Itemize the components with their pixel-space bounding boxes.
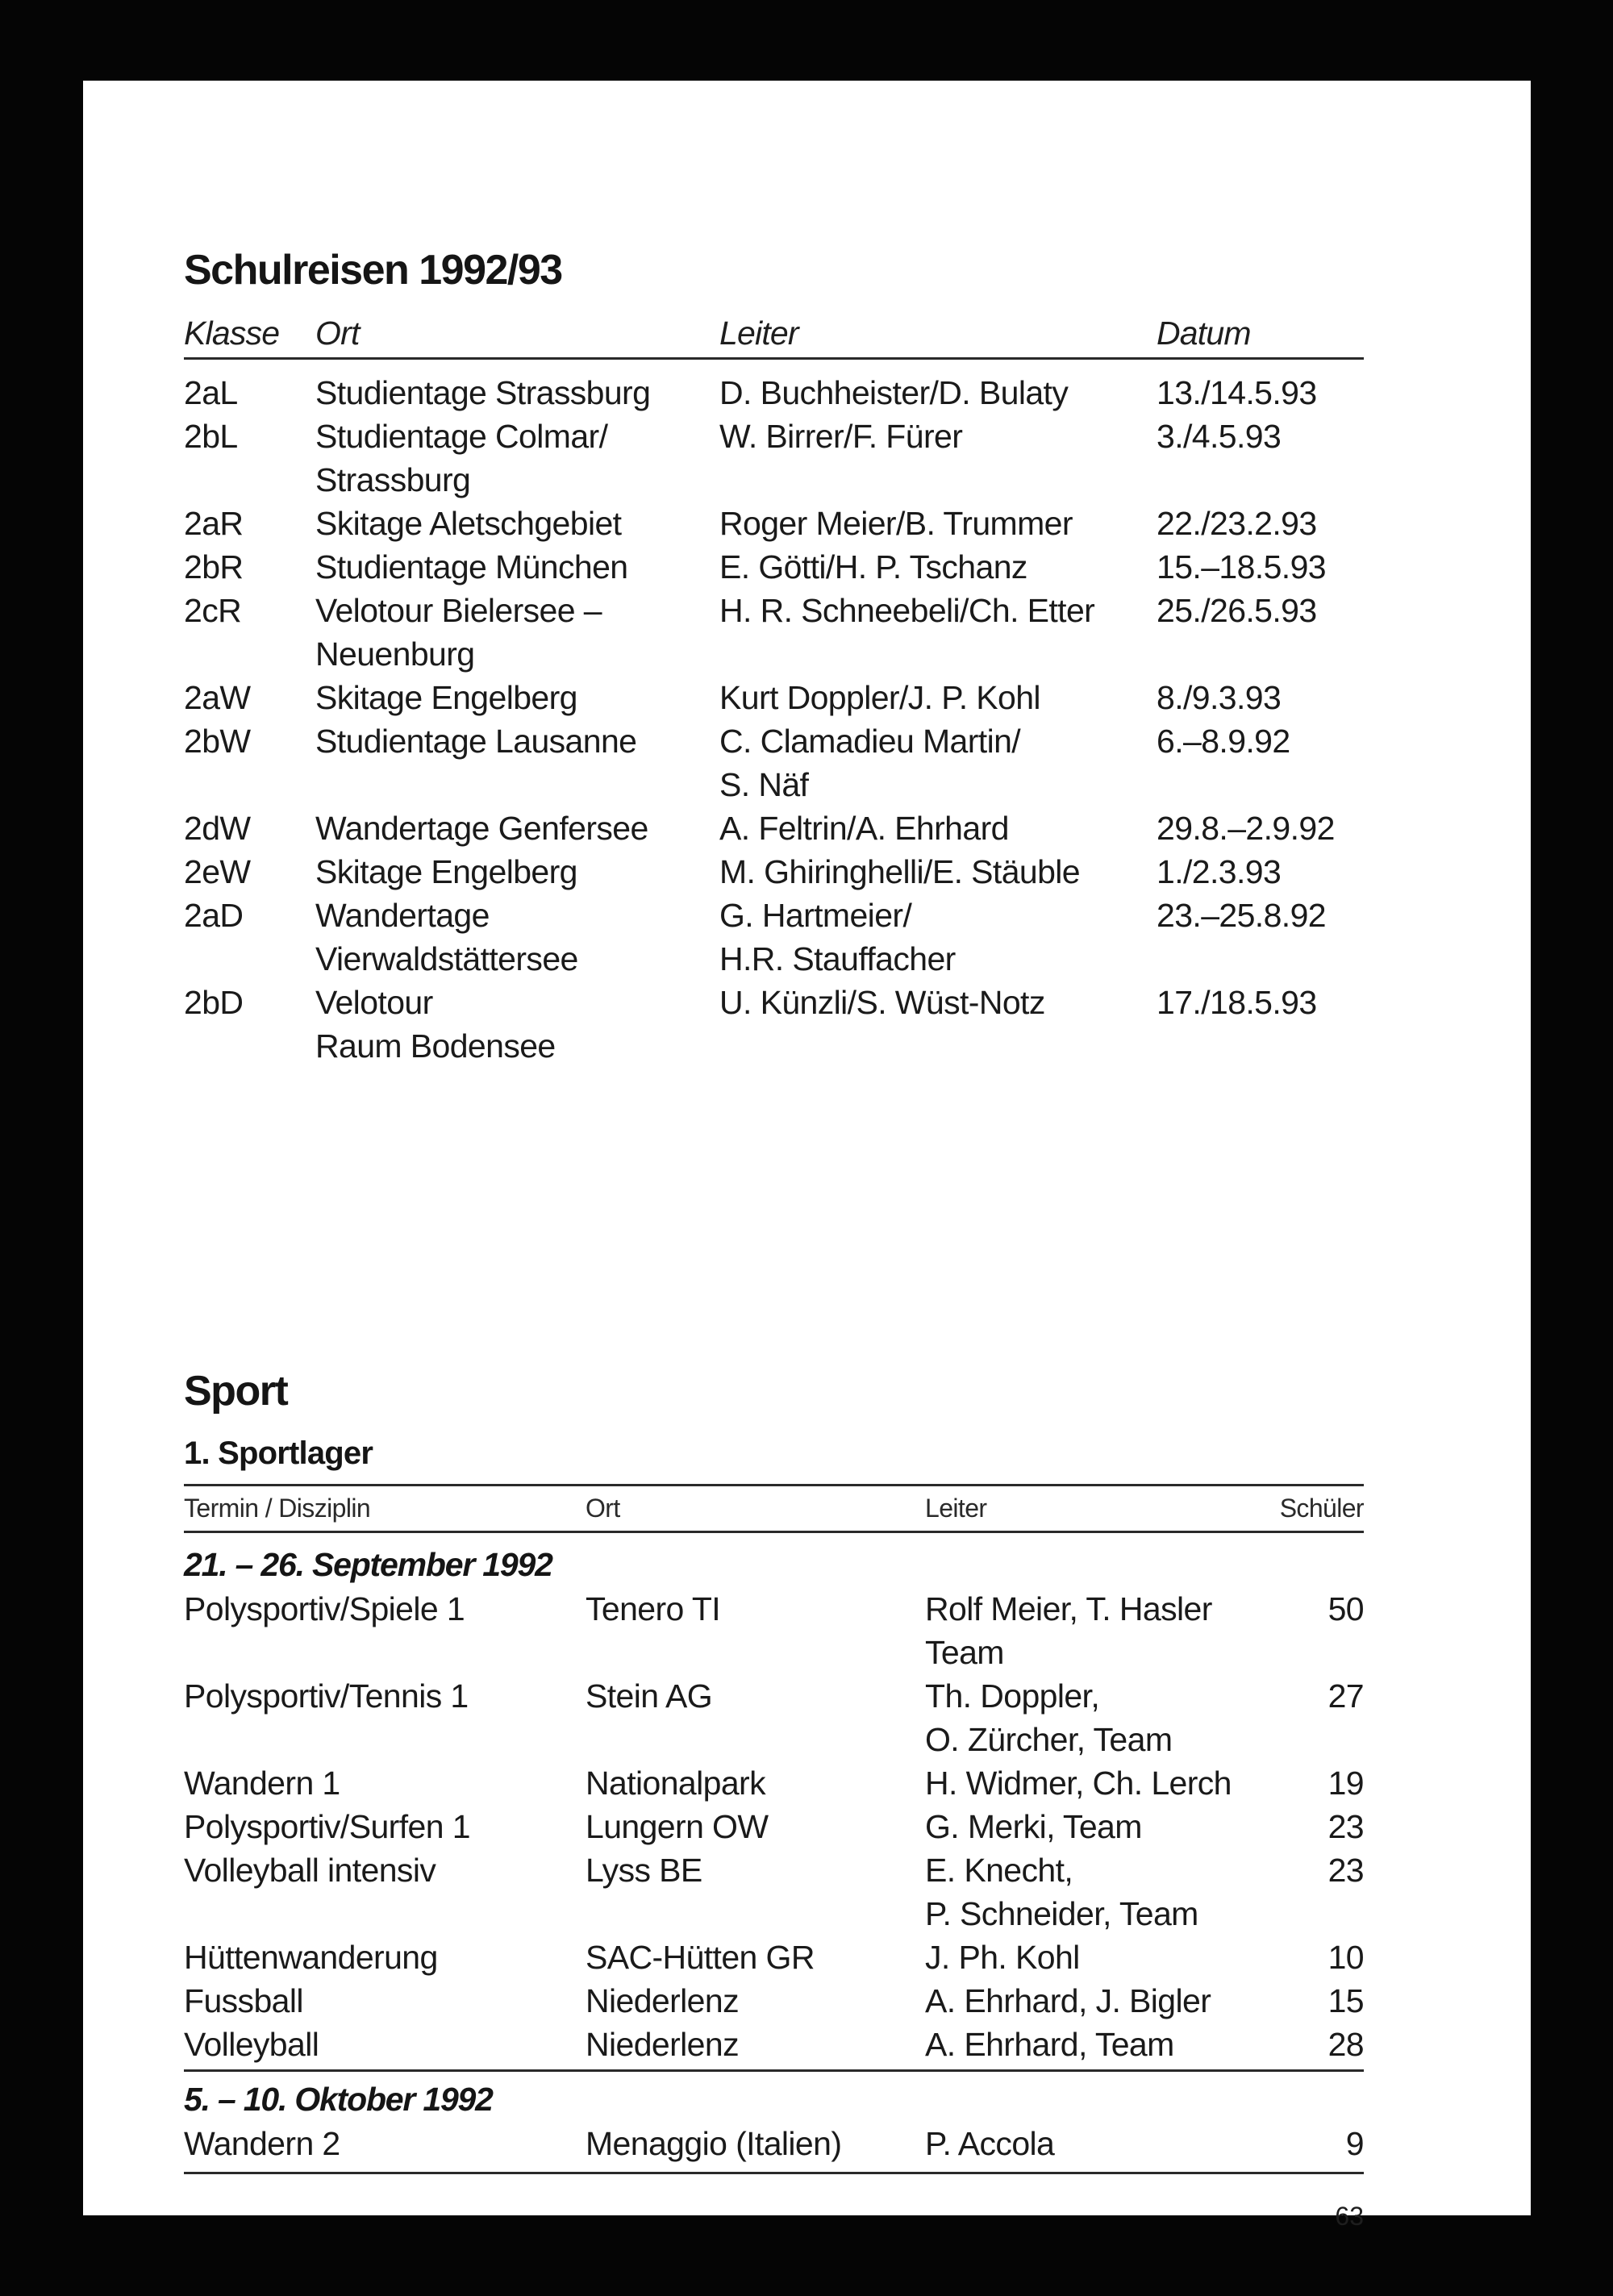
cell-datum: 22./23.2.93	[1157, 505, 1317, 542]
cell-klasse: 2cR	[184, 592, 242, 629]
table-row	[184, 1936, 1364, 1979]
subsection-title-sportlager: 1. Sportlager	[184, 1436, 373, 1471]
cell-schueler: 27	[1327, 1677, 1364, 1715]
cell-leiter	[925, 1848, 1198, 1936]
column-header-ort: Ort	[315, 315, 360, 352]
cell-datum: 13./14.5.93	[1157, 374, 1317, 411]
cell-line: Kurt Doppler/J. P. Kohl	[719, 679, 1040, 716]
cell-line: S. Näf	[719, 766, 809, 803]
cell-line: Studientage Lausanne	[315, 723, 637, 760]
cell-line: Vierwaldstättersee	[315, 940, 578, 977]
cell-klasse: 2aW	[184, 679, 251, 716]
group-date-heading: 21. – 26. September 1992	[184, 1546, 552, 1583]
cell-line: Studientage Colmar/	[315, 418, 608, 455]
table-row	[184, 589, 1364, 676]
cell-schueler: 23	[1327, 1852, 1364, 1889]
cell-line: D. Buchheister/D. Bulaty	[719, 374, 1069, 411]
cell-klasse: 2dW	[184, 810, 251, 847]
schulreisen-table-body	[184, 371, 1364, 1068]
table-row	[184, 894, 1364, 981]
cell-ort	[315, 981, 556, 1068]
cell-line: O. Zürcher, Team	[925, 1721, 1173, 1758]
cell-disziplin: Volleyball	[184, 2026, 319, 2063]
column-header-klasse: Klasse	[184, 315, 280, 352]
cell-ort: Tenero TI	[586, 1590, 721, 1627]
cell-line: W. Birrer/F. Fürer	[719, 418, 963, 455]
cell-ort: Niederlenz	[586, 2026, 739, 2063]
cell-leiter	[925, 1979, 1211, 2023]
cell-line: Skitage Aletschgebiet	[315, 505, 622, 542]
cell-leiter	[719, 806, 1009, 850]
cell-ort	[315, 850, 577, 894]
header-divider	[184, 357, 1364, 360]
table-row	[184, 806, 1364, 850]
cell-schueler: 50	[1327, 1590, 1364, 1627]
table-row	[184, 1587, 1364, 1674]
table-row	[184, 2023, 1364, 2066]
cell-ort	[315, 894, 578, 981]
table-row	[184, 545, 1364, 589]
cell-line: Team	[925, 1634, 1004, 1671]
cell-leiter	[925, 1805, 1142, 1848]
cell-line: Wandertage Genfersee	[315, 810, 648, 847]
cell-line: Skitage Engelberg	[315, 679, 577, 716]
cell-datum: 1./2.3.93	[1157, 853, 1282, 890]
column-header-leiter: Leiter	[719, 315, 798, 352]
table-bottom-divider	[184, 2172, 1364, 2174]
cell-line: Velotour	[315, 984, 433, 1021]
cell-line: Wandertage	[315, 897, 490, 934]
cell-datum: 29.8.–2.9.92	[1157, 810, 1335, 847]
cell-disziplin: Polysportiv/Surfen 1	[184, 1808, 470, 1845]
table-row	[184, 2122, 1364, 2165]
cell-datum: 15.–18.5.93	[1157, 548, 1326, 585]
cell-ort	[315, 719, 636, 763]
cell-ort	[315, 545, 628, 589]
cell-leiter	[719, 719, 1020, 806]
cell-line: H. R. Schneebeli/Ch. Etter	[719, 592, 1095, 629]
cell-ort	[315, 676, 577, 719]
cell-line: Studientage Strassburg	[315, 374, 651, 411]
cell-leiter	[925, 1761, 1232, 1805]
cell-line: C. Clamadieu Martin/	[719, 723, 1021, 760]
cell-ort: Stein AG	[586, 1677, 713, 1715]
cell-leiter	[719, 589, 1094, 632]
cell-line: A. Ehrhard, Team	[925, 2026, 1174, 2063]
cell-ort	[315, 589, 602, 676]
cell-klasse: 2bD	[184, 984, 244, 1021]
cell-leiter	[719, 981, 1045, 1024]
cell-ort	[315, 415, 607, 502]
cell-leiter	[719, 850, 1080, 894]
cell-disziplin: Wandern 1	[184, 1765, 340, 1802]
cell-line: U. Künzli/S. Wüst-Notz	[719, 984, 1045, 1021]
cell-datum: 25./26.5.93	[1157, 592, 1317, 629]
cell-datum: 6.–8.9.92	[1157, 723, 1290, 760]
table-row	[184, 415, 1364, 502]
cell-schueler: 9	[1345, 2125, 1364, 2162]
cell-leiter	[719, 545, 1027, 589]
cell-leiter	[925, 2122, 1054, 2165]
cell-schueler: 23	[1327, 1808, 1364, 1845]
cell-line: Studientage München	[315, 548, 628, 585]
cell-line: Rolf Meier, T. Hasler	[925, 1590, 1212, 1627]
cell-line: E. Knecht,	[925, 1852, 1073, 1889]
cell-ort	[315, 502, 621, 545]
cell-line: H.R. Stauffacher	[719, 940, 956, 977]
cell-leiter	[925, 1674, 1172, 1761]
cell-datum: 23.–25.8.92	[1157, 897, 1326, 934]
table-row	[184, 1674, 1364, 1761]
cell-ort: SAC-Hütten GR	[586, 1939, 815, 1976]
cell-line: J. Ph. Kohl	[925, 1939, 1080, 1976]
table-row	[184, 371, 1364, 415]
column-header-leiter: Leiter	[925, 1494, 987, 1523]
cell-line: Th. Doppler,	[925, 1677, 1100, 1715]
cell-ort: Menaggio (Italien)	[586, 2125, 842, 2162]
page-number: 63	[1335, 2202, 1364, 2231]
cell-datum: 8./9.3.93	[1157, 679, 1282, 716]
sport-group-rows	[184, 2122, 1364, 2165]
document-page	[83, 81, 1531, 2231]
cell-ort: Niederlenz	[586, 1982, 739, 2019]
cell-disziplin: Hüttenwanderung	[184, 1939, 438, 1976]
cell-klasse: 2bL	[184, 418, 238, 455]
cell-disziplin: Polysportiv/Tennis 1	[184, 1677, 469, 1715]
table-row	[184, 676, 1364, 719]
table-row	[184, 1805, 1364, 1848]
cell-disziplin: Volleyball intensiv	[184, 1852, 436, 1889]
cell-line: G. Merki, Team	[925, 1808, 1142, 1845]
column-header-schueler: Schüler	[1279, 1494, 1364, 1523]
cell-ort: Lyss BE	[586, 1852, 702, 1889]
cell-ort	[315, 371, 650, 415]
cell-line: Velotour Bielersee –	[315, 592, 602, 629]
cell-leiter	[925, 2023, 1174, 2066]
table-row	[184, 1761, 1364, 1805]
cell-klasse: 2aD	[184, 897, 244, 934]
cell-schueler: 19	[1327, 1765, 1364, 1802]
group-date-heading: 5. – 10. Oktober 1992	[184, 2081, 493, 2118]
cell-line: Strassburg	[315, 461, 471, 498]
table-row	[184, 981, 1364, 1068]
cell-disziplin: Wandern 2	[184, 2125, 340, 2162]
table-row	[184, 719, 1364, 806]
cell-line: E. Götti/H. P. Tschanz	[719, 548, 1027, 585]
cell-klasse: 2eW	[184, 853, 251, 890]
section-title-schulreisen: Schulreisen 1992/93	[184, 247, 562, 294]
cell-line: A. Ehrhard, J. Bigler	[925, 1982, 1211, 2019]
cell-ort: Nationalpark	[586, 1765, 765, 1802]
header-divider	[184, 1531, 1364, 1533]
cell-schueler: 15	[1327, 1982, 1364, 2019]
cell-line: G. Hartmeier/	[719, 897, 912, 934]
table-row	[184, 502, 1364, 545]
cell-datum: 3./4.5.93	[1157, 418, 1282, 455]
cell-schueler: 28	[1327, 2026, 1364, 2063]
cell-leiter	[925, 1936, 1080, 1979]
cell-leiter	[925, 1587, 1212, 1674]
cell-line: A. Feltrin/A. Ehrhard	[719, 810, 1009, 847]
sport-group-rows	[184, 1587, 1364, 2066]
cell-line: Raum Bodensee	[315, 1027, 556, 1065]
cell-line: M. Ghiringhelli/E. Stäuble	[719, 853, 1081, 890]
cell-ort	[315, 806, 648, 850]
cell-leiter	[719, 371, 1068, 415]
cell-klasse: 2aL	[184, 374, 238, 411]
cell-ort: Lungern OW	[586, 1808, 769, 1845]
sport-group	[184, 2077, 1364, 2165]
cell-datum: 17./18.5.93	[1157, 984, 1317, 1021]
cell-klasse: 2bR	[184, 548, 244, 585]
cell-leiter	[719, 894, 956, 981]
table-row	[184, 850, 1364, 894]
column-header-termin: Termin / Disziplin	[184, 1494, 371, 1523]
cell-klasse: 2aR	[184, 505, 244, 542]
cell-line: P. Accola	[925, 2125, 1055, 2162]
table-row	[184, 1848, 1364, 1936]
cell-line: Neuenburg	[315, 635, 475, 673]
group-divider	[184, 2069, 1364, 2072]
cell-line: Skitage Engelberg	[315, 853, 577, 890]
cell-klasse: 2bW	[184, 723, 251, 760]
cell-leiter	[719, 502, 1073, 545]
cell-disziplin: Fussball	[184, 1982, 303, 2019]
sport-table-header	[184, 1494, 1364, 1526]
cell-schueler: 10	[1327, 1939, 1364, 1976]
cell-line: Roger Meier/B. Trummer	[719, 505, 1073, 542]
cell-line: H. Widmer, Ch. Lerch	[925, 1765, 1232, 1802]
column-header-datum: Datum	[1157, 315, 1251, 352]
table-top-divider	[184, 1484, 1364, 1486]
cell-leiter	[719, 415, 962, 458]
column-header-ort: Ort	[586, 1494, 620, 1523]
section-title-sport: Sport	[184, 1368, 288, 1415]
cell-line: P. Schneider, Team	[925, 1895, 1198, 1932]
cell-leiter	[719, 676, 1040, 719]
sport-group	[184, 1542, 1364, 2066]
table-row	[184, 1979, 1364, 2023]
schulreisen-table-header	[184, 315, 1364, 355]
cell-disziplin: Polysportiv/Spiele 1	[184, 1590, 465, 1627]
